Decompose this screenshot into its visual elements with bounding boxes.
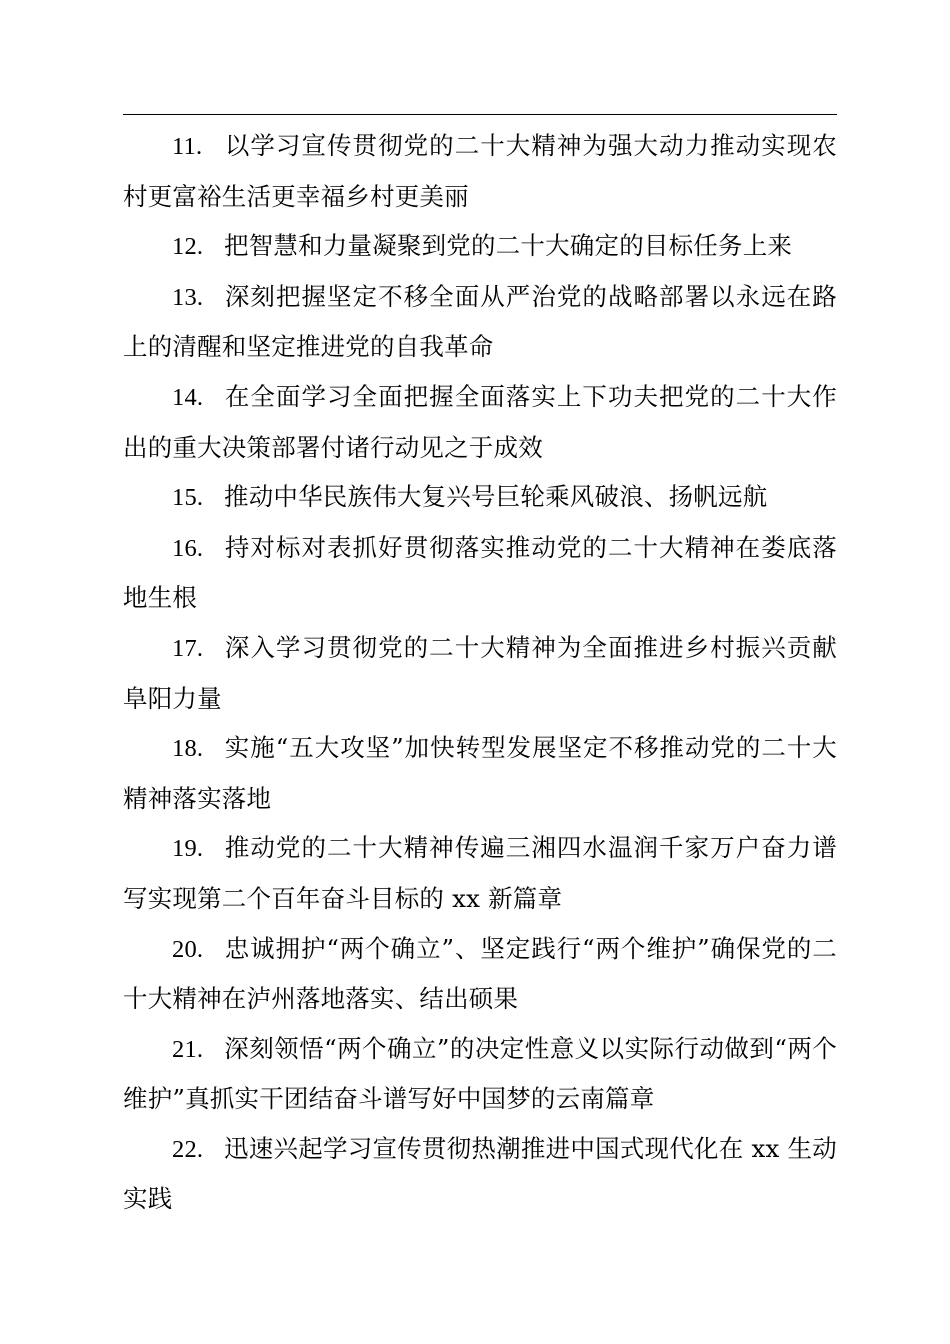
item-number: 12. xyxy=(172,233,204,261)
item-number: 14. xyxy=(172,383,204,411)
item-number: 13. xyxy=(172,283,204,311)
item-number: 17. xyxy=(172,634,204,662)
item-number: 15. xyxy=(172,484,204,512)
list-item xyxy=(123,221,837,272)
item-number: 22. xyxy=(172,1135,204,1163)
item-text: 推动党的二十大精神传遍三湘四水温润千家万户奋力谱写实现第二个百年奋斗目标的 xx 新篇章 xyxy=(123,833,837,913)
header-rule xyxy=(123,114,837,115)
list-item xyxy=(123,723,837,823)
list-item xyxy=(123,1124,837,1224)
item-text: 深刻把握坚定不移全面从严治党的战略部署以永远在路上的清醒和坚定推进党的自我革命 xyxy=(123,281,837,362)
item-text: 推动中华民族伟大复兴号巨轮乘风破浪、扬帆远航 xyxy=(224,482,768,512)
list-item xyxy=(123,472,837,523)
list-item xyxy=(123,823,837,923)
list-item xyxy=(123,924,837,1024)
item-number: 16. xyxy=(172,534,204,562)
list-item xyxy=(123,1024,837,1124)
item-number: 20. xyxy=(172,935,204,963)
item-text: 持对标对表抓好贯彻落实推动党的二十大精神在娄底落地生根 xyxy=(123,532,837,613)
item-number: 21. xyxy=(172,1035,204,1063)
list-item xyxy=(123,372,837,472)
item-text: 以学习宣传贯彻党的二十大精神为强大动力推动实现农村更富裕生活更幸福乡村更美丽 xyxy=(123,131,837,211)
item-text: 在全面学习全面把握全面落实上下功夫把党的二十大作出的重大决策部署付诸行动见之于成效 xyxy=(123,381,837,462)
item-text: 深入学习贯彻党的二十大精神为全面推进乡村振兴贡献阜阳力量 xyxy=(123,632,837,713)
list-item xyxy=(123,121,837,221)
item-text: 迅速兴起学习宣传贯彻热潮推进中国式现代化在 xx 生动实践 xyxy=(123,1133,837,1214)
title-list xyxy=(123,121,837,1224)
item-number: 11. xyxy=(172,133,203,160)
item-number: 19. xyxy=(172,835,204,863)
item-number: 18. xyxy=(172,735,204,763)
item-text: 深刻领悟“两个确立”的决定性意义以实际行动做到“两个维护”真抓实干团结奋斗谱写好中国梦的云南篇章 xyxy=(123,1033,837,1114)
item-text: 忠诚拥护“两个确立”、坚定践行“两个维护”确保党的二十大精神在泸州落地落实、结出硕果 xyxy=(123,933,837,1014)
list-item xyxy=(123,523,837,623)
item-text: 实施“五大攻坚”加快转型发展坚定不移推动党的二十大精神落实落地 xyxy=(123,733,837,813)
list-item xyxy=(123,623,837,723)
item-text: 把智慧和力量凝聚到党的二十大确定的目标任务上来 xyxy=(224,231,793,261)
list-item xyxy=(123,272,837,372)
